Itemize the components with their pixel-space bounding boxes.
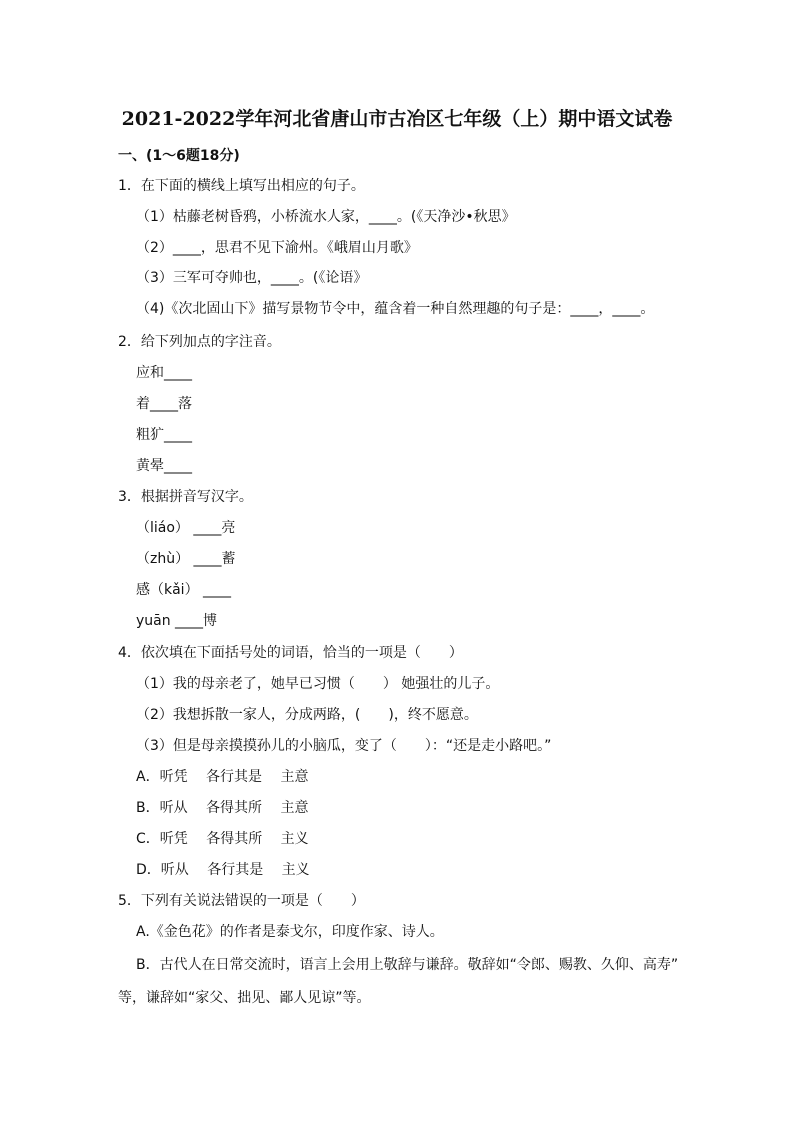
question-5-option-b-continued: 等，谦辞如“家父、拙见、鄙人见谅”等。 [118, 990, 371, 1006]
question-1-item: （4)《次北固山下》描写景物节令中，蕴含着一种自然理趣的句子是：____，____。 [136, 301, 655, 317]
question-4-option: A．听凭 各行其是 主意 [136, 769, 309, 785]
question-1-item: （1）枯藤老树昏鸦，小桥流水人家，____。(《天净沙•秋思》 [136, 209, 516, 225]
question-4-item: （3）但是母亲摸摸孙儿的小脑瓜，变了（ ）：“还是走小路吧。” [136, 738, 552, 754]
question-3-item: 感（kǎi） ____ [136, 582, 232, 598]
question-4-stem: 4．依次填在下面括号处的词语，恰当的一项是（ ） [118, 645, 463, 661]
question-4-option: B．听从 各得其所 主意 [136, 800, 309, 816]
question-2-item: 黄晕____ [136, 458, 192, 474]
question-2-item: 应和____ [136, 365, 192, 381]
question-4-item: （1）我的母亲老了，她早已习惯（ ） 她强壮的儿子。 [136, 676, 500, 692]
question-3-item: （zhù） ____蓄 [136, 551, 236, 567]
question-3-stem: 3．根据拼音写汉字。 [118, 489, 253, 505]
question-4-item: （2）我想拆散一家人，分成两路，( )，终不愿意。 [136, 707, 478, 723]
question-3-item: （liáo） ____亮 [136, 520, 236, 536]
question-1-item: （3）三军可夺帅也，____。(《论语》 [136, 270, 368, 286]
question-2-item: 着____落 [136, 396, 192, 412]
question-4-option: D．听从 各行其是 主义 [136, 862, 310, 878]
question-3-item: yuān ____博 [136, 613, 218, 629]
question-5-stem: 5．下列有关说法错误的一项是（ ） [118, 893, 365, 909]
question-2-stem: 2．给下列加点的字注音。 [118, 334, 281, 350]
question-2-item: 粗犷____ [136, 427, 192, 443]
question-1-item: （2）____，思君不见下渝州。《峨眉山月歌》 [136, 240, 418, 256]
question-1-stem: 1．在下面的横线上填写出相应的句子。 [118, 178, 365, 194]
question-5-option-a: A.《金色花》的作者是泰戈尔，印度作家、诗人。 [136, 924, 444, 940]
question-5-option-b: B．古代人在日常交流时，语言上会用上敬辞与谦辞。敬辞如“令郎、赐教、久仰、高寿” [136, 957, 679, 973]
section-heading: 一、(1～6题18分) [118, 148, 240, 164]
question-4-option: C．听凭 各得其所 主义 [136, 831, 309, 847]
exam-title: 2021-2022学年河北省唐山市古冶区七年级（上）期中语文试卷 [121, 108, 673, 130]
